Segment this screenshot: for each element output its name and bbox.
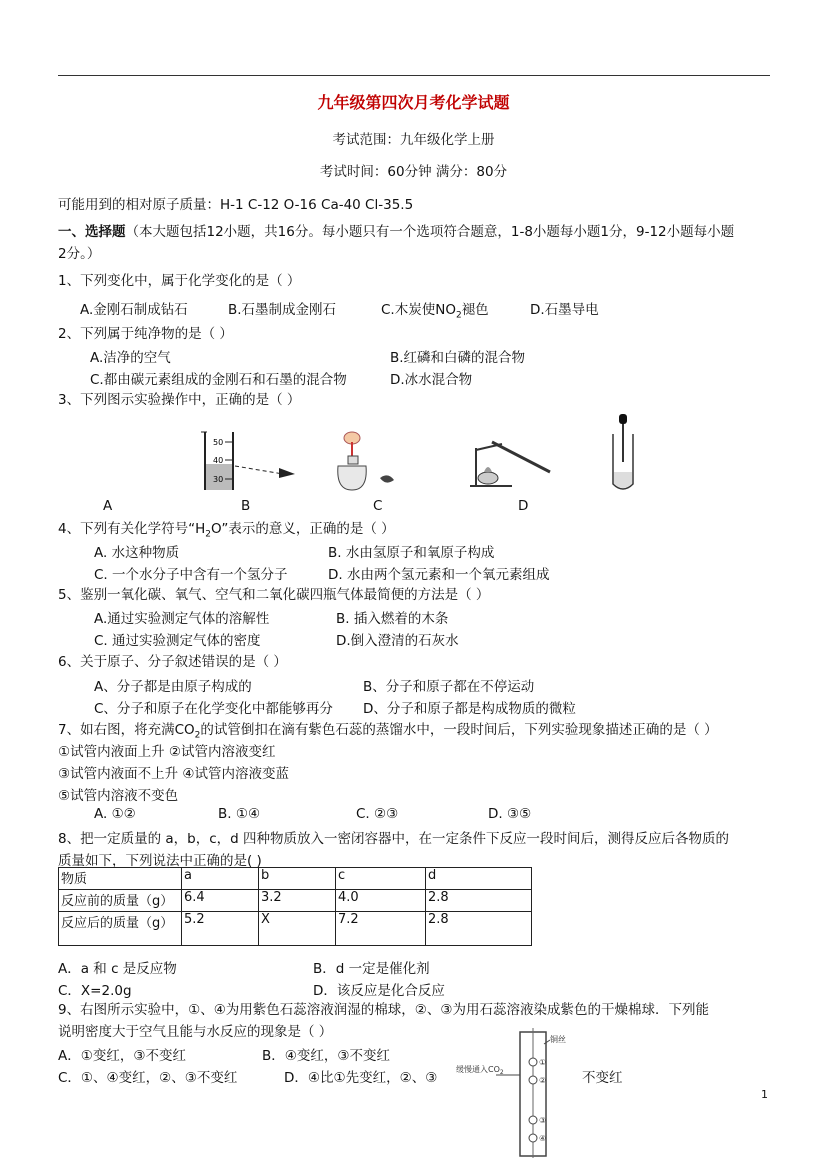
fig-ball-2: ②	[539, 1076, 547, 1085]
q5-option-d: D.倒入澄清的石灰水	[336, 633, 459, 649]
q9-option-d-tail: 不变红	[582, 1070, 623, 1086]
q5-option-c: C. 通过实验测定气体的密度	[94, 633, 261, 649]
q9-option-a: A．①变红，③不变红	[58, 1048, 186, 1064]
q6-option-b: B、分子和原子都在不停运动	[363, 679, 535, 695]
mass-table	[58, 867, 532, 946]
table-cell: 6.4	[182, 890, 259, 912]
q8-option-c: C．X=2.0g	[58, 983, 132, 999]
burner-icon	[478, 472, 498, 484]
table-row	[59, 890, 532, 912]
fig-copper-wire-label: 铜丝	[550, 1035, 566, 1044]
q1-c-text: C.木炭使NO	[381, 302, 456, 318]
fig-ball-4: ④	[539, 1134, 547, 1143]
table-cell: X	[259, 912, 336, 946]
table-cell: a	[182, 868, 259, 890]
q1-stem: 1、下列变化中，属于化学变化的是（ ）	[58, 273, 301, 289]
q3-stem: 3、下列图示实验操作中，正确的是（ ）	[58, 392, 301, 408]
table-cell: 物质	[59, 868, 182, 890]
q2-option-a: A.洁净的空气	[90, 350, 171, 366]
q7-stem-text: 7、如右图，将充满CO	[58, 722, 195, 738]
q4-stem-text: 4、下列有关化学符号“H	[58, 521, 206, 537]
atomic-mass-line: 可能用到的相对原子质量：H-1 C-12 O-16 Ca-40 Cl-35.5	[58, 197, 414, 213]
q2-option-d: D.冰水混合物	[390, 372, 473, 388]
q6-option-d: D、分子和原子都是构成物质的微粒	[363, 701, 576, 717]
page-title: 九年级第四次月考化学试题	[317, 93, 510, 112]
q7-stem-sub: 2	[194, 730, 201, 741]
fig-label-c: C	[373, 498, 383, 514]
table-header-row	[59, 868, 532, 890]
q2-option-c: C.都由碳元素组成的金刚石和石墨的混合物	[90, 372, 347, 388]
q6-option-a: A、分子都是由原子构成的	[94, 679, 252, 695]
table-cell: b	[259, 868, 336, 890]
q8-stem-1: 8、把一定质量的 a，b，c，d 四种物质放入一密闭容器中，在一定条件下反应一段时间后，测得反应后各物质的	[58, 831, 730, 847]
lamp-icon	[338, 466, 366, 490]
q1-c-sub: 2	[455, 310, 462, 321]
q1-option-b: B.石墨制成金刚石	[228, 302, 337, 318]
q5-option-b: B. 插入燃着的木条	[336, 611, 449, 627]
tick-40: 40	[213, 456, 224, 465]
table-cell: 2.8	[426, 912, 532, 946]
fig-co2-label	[456, 1064, 504, 1076]
section1-line1	[58, 220, 734, 240]
q8-option-b: B．d 一定是催化剂	[313, 961, 430, 977]
q9-option-c: C．①、④变红，②、③不变红	[58, 1070, 238, 1086]
q1-option-c	[381, 298, 489, 321]
eye-icon	[279, 468, 295, 478]
table-cell: 4.0	[336, 890, 426, 912]
q5-stem: 5、鉴别一氧化碳、氧气、空气和二氧化碳四瓶气体最简便的方法是（ ）	[58, 587, 490, 603]
table-cell: c	[336, 868, 426, 890]
q7-statement-2: ③试管内液面不上升 ④试管内溶液变蓝	[58, 766, 289, 782]
page-number: 1	[761, 1088, 768, 1101]
table-cell: 5.2	[182, 912, 259, 946]
q4-option-b: B. 水由氢原子和氧原子构成	[328, 545, 495, 561]
q4-stem-post: O”表示的意义，正确的是（ ）	[210, 521, 395, 537]
q7-option-a: A. ①②	[94, 806, 136, 822]
fig-ball-3: ③	[539, 1116, 547, 1125]
tick-50: 50	[213, 438, 224, 447]
co2-tube-figure	[452, 1028, 572, 1160]
table-cell: 反应后的质量（g）	[59, 912, 182, 946]
header-rule	[58, 75, 770, 76]
section1-desc1: （本大题包括12小题，共16分。每小题只有一个选项符合题意，1-8小题每小题1分，9-12小题每小题	[125, 224, 735, 240]
fig-co2-text: 缓慢通入CO	[456, 1065, 500, 1074]
q8-option-d: D．该反应是化合反应	[313, 983, 445, 999]
fig-label-a: A	[103, 498, 113, 514]
q2-option-b: B.红磷和白磷的混合物	[390, 350, 526, 366]
fig-co2-sub: 2	[499, 1069, 504, 1076]
exam-scope: 考试范围：九年级化学上册	[332, 132, 495, 148]
fig-ball-1: ①	[539, 1058, 547, 1067]
fig-label-b: B	[241, 498, 251, 514]
q7-stem	[58, 718, 718, 741]
table-cell: 3.2	[259, 890, 336, 912]
q2-stem: 2、下列属于纯净物的是（ ）	[58, 326, 233, 342]
q5-option-a: A.通过实验测定气体的溶解性	[94, 611, 270, 627]
dropper-figure	[608, 412, 638, 494]
q4-option-c: C. 一个水分子中含有一个氢分子	[94, 567, 288, 583]
q4-option-a: A. 水这种物质	[94, 545, 180, 561]
table-cell: 反应前的质量（g）	[59, 890, 182, 912]
fig-label-d: D	[518, 498, 529, 514]
section1-desc2: 2分。）	[58, 246, 101, 262]
q9-option-d: D．④比①先变红，②、③	[284, 1070, 438, 1086]
q9-option-b: B．④变红，③不变红	[262, 1048, 390, 1064]
q1-option-a: A.金刚石制成钻石	[80, 302, 188, 318]
q7-option-b: B. ①④	[218, 806, 261, 822]
q4-stem	[58, 517, 395, 540]
cylinder-figure	[195, 430, 305, 492]
table-cell: 2.8	[426, 890, 532, 912]
q4-option-d: D. 水由两个氢元素和一个氧元素组成	[328, 567, 550, 583]
q9-stem-1: 9、右图所示实验中，①、④为用紫色石蕊溶液润湿的棉球，②、③为用石蕊溶液染成紫色的干燥棉球．下列能	[58, 1002, 709, 1018]
tick-30: 30	[213, 475, 224, 484]
section1-heading: 一、选择题	[58, 224, 126, 240]
exam-time: 考试时间：60分钟 满分：80分	[319, 164, 508, 180]
table-row	[59, 912, 532, 946]
q1-c-post: 褪色	[461, 302, 489, 318]
q7-option-c: C. ②③	[356, 806, 399, 822]
q6-option-c: C、分子和原子在化学变化中都能够再分	[94, 701, 333, 717]
dropper-bulb-icon	[619, 414, 627, 424]
heating-figure	[462, 428, 562, 490]
cap-icon	[380, 475, 394, 482]
q8-stem-2: 质量如下，下列说法中正确的是( )	[58, 853, 262, 869]
q7-statement-3: ⑤试管内溶液不变色	[58, 788, 179, 804]
q4-stem-sub: 2	[205, 529, 211, 540]
q7-option-d: D. ③⑤	[488, 806, 532, 822]
q7-stem-post: 的试管倒扣在滴有紫色石蕊的蒸馏水中，一段时间后，下列实验现象描述正确的是（ ）	[200, 722, 718, 738]
q7-statement-1: ①试管内液面上升 ②试管内溶液变红	[58, 744, 276, 760]
q9-stem-2: 说明密度大于空气且能与水反应的现象是（ ）	[58, 1024, 333, 1040]
q1-option-d: D.石墨导电	[530, 302, 599, 318]
table-cell: 7.2	[336, 912, 426, 946]
table-cell: d	[426, 868, 532, 890]
alcohol-lamp-figure	[330, 430, 400, 492]
q8-option-a: A．a 和 c 是反应物	[58, 961, 177, 977]
q6-stem: 6、关于原子、分子叙述错误的是（ ）	[58, 654, 287, 670]
